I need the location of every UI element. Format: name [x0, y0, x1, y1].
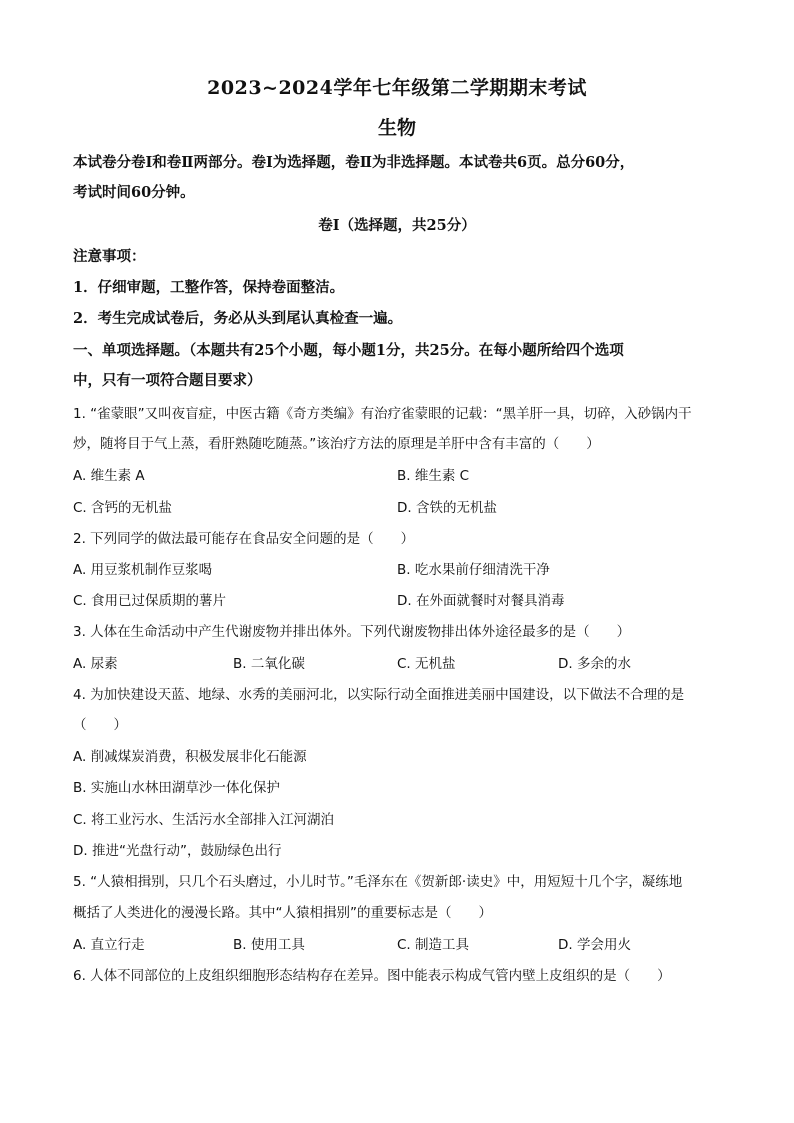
question-stem: 5. “人猿相揖别，只几个石头磨过，小儿时节。”毛泽东在《贺新郎·读史》中，用短短十几个字，凝练地 [73, 874, 683, 890]
option-b: B. 吃水果前仔细清洗干净 [397, 562, 550, 578]
option-d: D. 多余的水 [558, 656, 631, 672]
question-stem: （ ） [73, 717, 127, 733]
exam-subject: 生物 [377, 117, 416, 139]
option-b: B. 二氧化碳 [233, 656, 305, 672]
option-b: B. 实施山水林田湖草沙一体化保护 [73, 780, 280, 796]
question-stem: 2. 下列同学的做法最可能存在食品安全问题的是（ ） [73, 531, 415, 547]
question-stem: 1. “雀蒙眼”又叫夜盲症，中医古籍《奇方类编》有治疗雀蒙眼的记载：“黑羊肝一具，切碎，入砂锅内干 [73, 406, 692, 422]
option-c: C. 将工业污水、生活污水全部排入江河湖泊 [73, 812, 335, 828]
option-a: A. 尿素 [73, 656, 118, 672]
option-d: D. 推进“光盘行动”，鼓励绿色出行 [73, 843, 282, 859]
question-stem: 6. 人体不同部位的上皮组织细胞形态结构存在差异。图中能表示构成气管内壁上皮组织的是（ ） [73, 968, 671, 984]
option-a: A. 用豆浆机制作豆浆喝 [73, 562, 213, 578]
option-c: C. 无机盐 [397, 656, 456, 672]
option-d: D. 学会用火 [558, 937, 631, 953]
option-a: A. 削减煤炭消费，积极发展非化石能源 [73, 749, 307, 765]
option-a: A. 直立行走 [73, 937, 145, 953]
notes-heading: 注意事项： [73, 248, 146, 265]
part-one-line-2: 中，只有一项符合题目要求） [73, 372, 262, 389]
question-stem: 炒，随将目于气上蒸，看肝熟随吃随蒸。”该治疗方法的原理是羊肝中含有丰富的（ ） [73, 436, 600, 452]
option-d: D. 在外面就餐时对餐具消毒 [397, 593, 565, 609]
section-header: 卷Ⅰ（选择题，共25分） [318, 217, 476, 234]
option-c: C. 制造工具 [397, 937, 470, 953]
exam-title: 2023~2024学年七年级第二学期期末考试 [207, 77, 587, 99]
notes-item: 2．考生完成试卷后，务必从头到尾认真检查一遍。 [73, 310, 403, 327]
question-stem: 4. 为加快建设天蓝、地绿、水秀的美丽河北，以实际行动全面推进美丽中国建设，以下做法不合理的是 [73, 687, 685, 703]
option-b: B. 维生素 C [397, 468, 470, 484]
option-c: C. 食用已过保质期的薯片 [73, 593, 227, 609]
option-d: D. 含铁的无机盐 [397, 500, 497, 516]
notes-item: 1．仔细审题，工整作答，保持卷面整洁。 [73, 279, 345, 296]
intro-line-1: 本试卷分卷Ⅰ和卷Ⅱ两部分。卷Ⅰ为选择题，卷Ⅱ为非选择题。本试卷共6页。总分60分， [73, 154, 635, 171]
question-stem: 3. 人体在生命活动中产生代谢废物并排出体外。下列代谢废物排出体外途径最多的是（ ） [73, 624, 631, 640]
option-b: B. 使用工具 [233, 937, 305, 953]
option-a: A. 维生素 A [73, 468, 145, 484]
part-one-line-1: 一、单项选择题。（本题共有25个小题，每小题1分，共25分。在每小题所给四个选项 [73, 342, 624, 359]
option-c: C. 含钙的无机盐 [73, 500, 173, 516]
intro-line-2: 考试时间60分钟。 [73, 184, 195, 201]
question-stem: 概括了人类进化的漫漫长路。其中“人猿相揖别”的重要标志是（ ） [73, 905, 492, 921]
